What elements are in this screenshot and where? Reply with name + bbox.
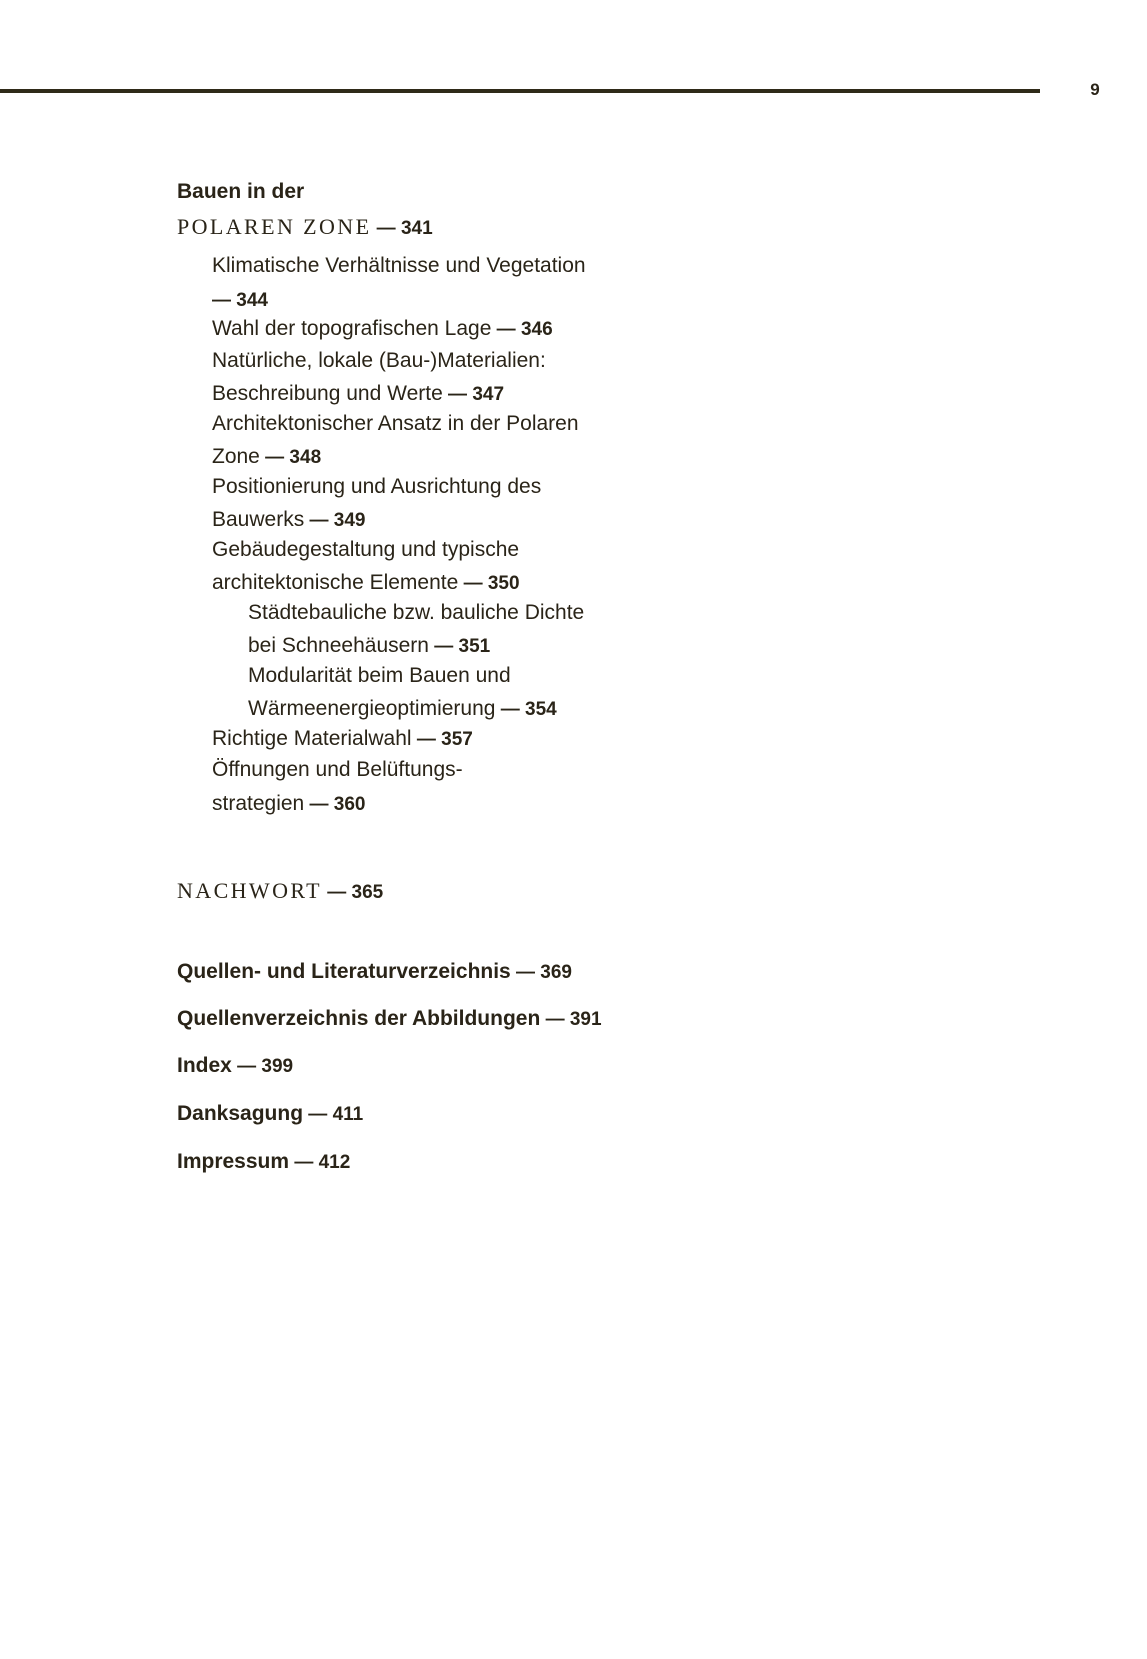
toc-entry[interactable]	[248, 596, 584, 664]
page-number: 9	[1090, 80, 1100, 99]
toc-entry[interactable]	[212, 533, 520, 601]
section-title[interactable]	[177, 210, 433, 247]
nachwort-page-number: — 365	[321, 882, 384, 903]
nachwort-title[interactable]	[177, 874, 383, 911]
toc-entry[interactable]	[212, 722, 473, 757]
toc-entry-page: — 357	[411, 728, 473, 750]
toc-entry-line	[248, 596, 584, 630]
back-matter-label: Index	[177, 1054, 232, 1077]
toc-entry-text: Öffnungen und Belüftungs-	[212, 758, 463, 781]
toc-entry[interactable]	[212, 753, 463, 821]
toc-entry-page: — 360	[304, 793, 366, 815]
toc-entry-line	[212, 344, 546, 378]
toc-entry[interactable]	[212, 407, 579, 475]
back-matter-entry[interactable]	[177, 1099, 363, 1130]
toc-entry-text: Wärmeenergieoptimierung	[248, 697, 496, 720]
toc-entry-text: Städtebauliche bzw. bauliche Dichte	[248, 600, 585, 624]
toc-entry-text: bei Schneehäusern	[248, 634, 429, 657]
toc-entry[interactable]	[212, 470, 541, 538]
back-matter-label: Quellenverzeichnis der Abbildungen	[177, 1007, 541, 1030]
toc-entry-page: — 349	[304, 510, 366, 531]
toc-entry-page: — 354	[495, 699, 557, 720]
section-pretitle: Bauen in der	[177, 180, 305, 203]
section-title-text: POLAREN ZONE	[177, 214, 372, 239]
toc-entry-text: architektonische Elemente	[212, 571, 459, 594]
toc-entry-text: Modularität beim Bauen und	[248, 663, 511, 687]
back-matter-entry[interactable]	[177, 1051, 293, 1082]
toc-entry-text: Gebäudegestaltung und typische	[212, 537, 520, 561]
back-matter-entry[interactable]	[177, 1147, 350, 1178]
toc-entry-text: Positionierung und Ausrichtung des	[212, 474, 542, 498]
toc-entry-line	[212, 533, 520, 567]
back-matter-page: — 369	[510, 962, 572, 983]
header-rule	[0, 89, 1040, 93]
back-matter-page: — 399	[231, 1056, 294, 1077]
toc-entry-page: — 344	[212, 289, 268, 311]
section-page-number: — 341	[371, 218, 433, 239]
toc-entry-line	[212, 753, 463, 787]
back-matter-label: Impressum	[177, 1150, 290, 1173]
back-matter-entry[interactable]	[177, 1004, 602, 1035]
back-matter-page: — 412	[289, 1152, 351, 1173]
toc-entry[interactable]	[212, 344, 546, 412]
toc-entry-text: Richtige Materialwahl	[212, 726, 412, 750]
toc-entry-page: — 346	[491, 319, 553, 340]
toc-entry-text: Wahl der topografischen Lage	[212, 317, 492, 340]
toc-entry-line	[212, 312, 553, 347]
back-matter-page: — 391	[540, 1009, 602, 1030]
back-matter-label: Quellen- und Literaturverzeichnis	[177, 960, 511, 983]
toc-entry-page: — 347	[442, 384, 505, 405]
toc-entry-text: strategien	[212, 791, 305, 815]
toc-entry-text: Zone	[212, 445, 260, 468]
toc-entry-page: — 348	[259, 447, 322, 468]
back-matter-label: Danksagung	[177, 1102, 304, 1125]
toc-entry-text: Architektonischer Ansatz in der Polaren	[212, 411, 579, 435]
back-matter-entry[interactable]	[177, 957, 572, 988]
toc-entry-text: Bauwerks	[212, 508, 305, 531]
toc-entry-text: Natürliche, lokale (Bau-)Materialien:	[212, 348, 546, 372]
toc-entry-page: — 351	[428, 636, 491, 657]
toc-entry[interactable]	[212, 249, 586, 317]
toc-entry-line	[212, 470, 541, 504]
toc-entry-line	[212, 787, 463, 822]
toc-entry-line	[212, 722, 473, 757]
toc-entry-line	[248, 659, 557, 693]
toc-entry-text: Klimatische Verhältnisse und Vegetation	[212, 254, 586, 277]
nachwort-title-text: NACHWORT	[177, 878, 322, 903]
toc-entry-line	[212, 407, 579, 441]
toc-entry[interactable]	[248, 659, 557, 727]
toc-entry-page: — 350	[458, 573, 520, 594]
toc-entry-line	[212, 249, 586, 283]
toc-entry-text: Beschreibung und Werte	[212, 382, 443, 405]
toc-entry[interactable]	[212, 312, 553, 347]
back-matter-page: — 411	[303, 1104, 364, 1125]
